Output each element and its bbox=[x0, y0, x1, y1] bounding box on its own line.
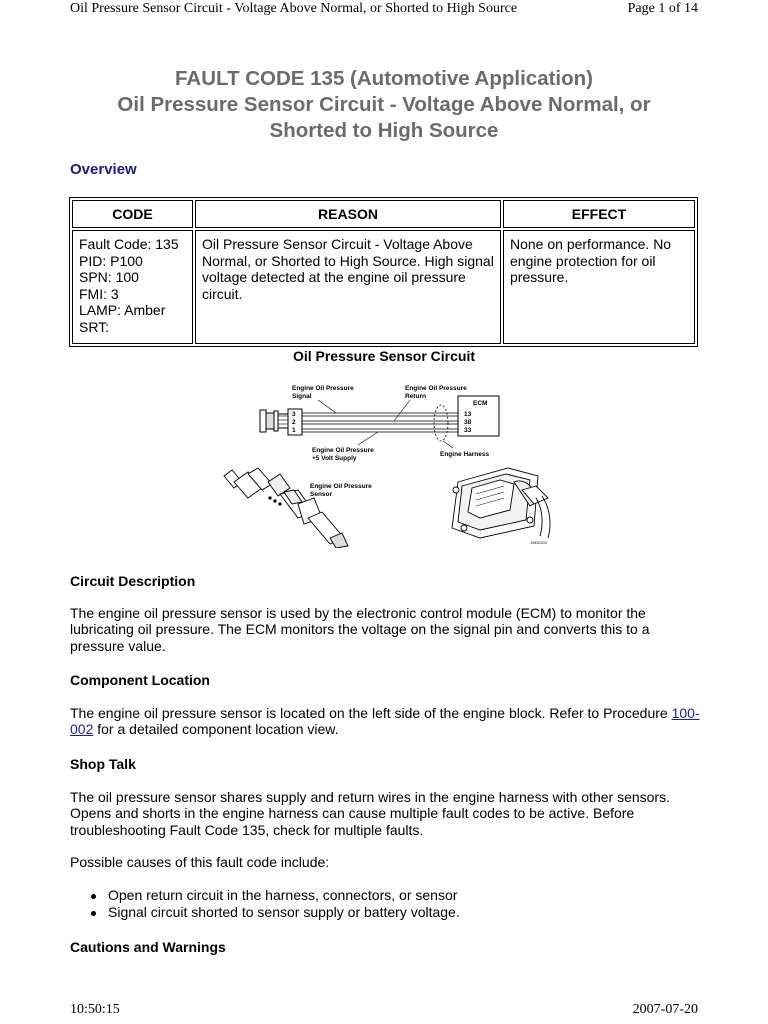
causes-list bbox=[70, 887, 728, 920]
shop-talk-text: The oil pressure sensor shares supply and return wires in the engine harness with other sensors. Opens and shorts in the engine harness can cause multiple fault codes to be active. Before troubleshooting Fault Code 135, check for multiple faults. bbox=[70, 789, 670, 838]
causes-intro: Possible causes of this fault code include: bbox=[70, 854, 330, 870]
label-supply-1: Engine Oil Pressure bbox=[312, 447, 374, 454]
procedure-link[interactable]: 100-002 bbox=[70, 705, 700, 738]
label-sensor-1: Engine Oil Pressure bbox=[310, 483, 372, 490]
label-signal-1: Engine Oil Pressure bbox=[292, 385, 354, 392]
label-supply-2: +5 Volt Supply bbox=[312, 455, 357, 462]
column-header-effect: EFFECT bbox=[503, 200, 695, 228]
figure-caption: Oil Pressure Sensor Circuit bbox=[292, 348, 476, 364]
label-return-1: Engine Oil Pressure bbox=[405, 385, 467, 392]
list-item: Open return circuit in the harness, connectors, or sensor bbox=[108, 887, 728, 904]
sensor-symbol bbox=[260, 410, 290, 432]
label-signal-2: Signal bbox=[292, 393, 312, 400]
column-header-code: CODE bbox=[72, 200, 193, 228]
header-doc-title: Oil Pressure Sensor Circuit - Voltage Above Normal, or Shorted to High Source bbox=[70, 1, 518, 16]
ecm-illustration bbox=[452, 468, 550, 538]
reason-cell: Oil Pressure Sensor Circuit - Voltage Above Normal, or Shorted to High Source. High signal voltage detected at the engine oil pressure circuit. bbox=[195, 230, 501, 344]
column-header-reason: REASON bbox=[195, 200, 501, 228]
ecm-pin-13: 13 bbox=[464, 411, 472, 418]
footer-time: 10:50:15 bbox=[70, 1002, 120, 1017]
code-line: SRT: bbox=[79, 318, 110, 335]
title-line-2: Oil Pressure Sensor Circuit - Voltage Above Normal, or bbox=[117, 93, 651, 116]
effect-cell: None on performance. No engine protection for oil pressure. bbox=[503, 230, 695, 344]
label-return-2: Return bbox=[405, 393, 426, 400]
circuit-diagram bbox=[218, 378, 554, 548]
code-line: Fault Code: 135 bbox=[79, 236, 179, 252]
print-footer bbox=[0, 1002, 768, 1024]
conn-pin-1: 1 bbox=[292, 427, 296, 434]
conn-pin-2: 2 bbox=[292, 419, 296, 426]
ecm-pin-38: 38 bbox=[464, 419, 472, 426]
component-location-text-after: for a detailed component location view. bbox=[93, 721, 339, 738]
code-line: LAMP: Amber bbox=[79, 302, 166, 318]
component-location-heading: Component Location bbox=[70, 672, 210, 688]
overview-heading: Overview bbox=[70, 161, 137, 178]
page-title bbox=[0, 66, 768, 144]
label-sensor-2: Sensor bbox=[310, 491, 333, 498]
footer-date: 2007-07-20 bbox=[632, 1002, 698, 1017]
circuit-description-heading: Circuit Description bbox=[70, 573, 196, 589]
cautions-heading: Cautions and Warnings bbox=[70, 939, 226, 955]
fault-table bbox=[69, 197, 698, 347]
conn-pin-3: 3 bbox=[292, 411, 296, 418]
code-cell bbox=[72, 230, 193, 344]
code-line: SPN: 100 bbox=[79, 269, 139, 285]
code-line: FMI: 3 bbox=[79, 285, 119, 302]
figure-part-number: 19f00103 bbox=[530, 540, 547, 545]
circuit-description-text: The engine oil pressure sensor is used by the electronic control module (ECM) to monitor the lubricating oil pressure. The ECM monitors the voltage on the signal pin and converts this to a pressure value. bbox=[70, 605, 650, 654]
component-location-text bbox=[70, 705, 700, 738]
ecm-pin-33: 33 bbox=[464, 427, 472, 434]
sensor-illustration bbox=[224, 468, 348, 548]
print-header bbox=[0, 0, 768, 20]
table-header-row bbox=[72, 200, 695, 228]
ecm-label: ECM bbox=[473, 400, 488, 407]
shop-talk-heading: Shop Talk bbox=[70, 756, 136, 772]
label-harness: Engine Harness bbox=[440, 451, 490, 458]
list-item: Signal circuit shorted to sensor supply or battery voltage. bbox=[108, 904, 728, 921]
circuit-diagram-svg bbox=[218, 378, 554, 548]
component-location-text-before: The engine oil pressure sensor is located on the left side of the engine block. Refer to Procedure bbox=[70, 705, 672, 721]
title-line-1: FAULT CODE 135 (Automotive Application) bbox=[175, 67, 593, 90]
table-row bbox=[72, 230, 695, 344]
code-line: PID: P100 bbox=[79, 252, 143, 269]
header-page-number: Page 1 of 14 bbox=[627, 1, 698, 16]
title-line-3: Shorted to High Source bbox=[269, 119, 499, 142]
harness-marker bbox=[434, 405, 448, 441]
